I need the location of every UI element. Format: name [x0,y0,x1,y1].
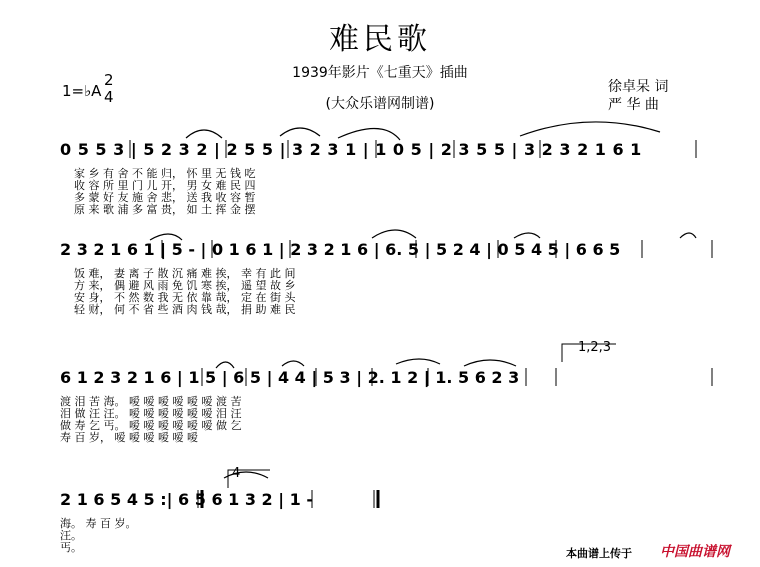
lyrics-row-4-verse-1: 海。 寿 百 岁。 [60,517,137,530]
notation-row-2: 2 3 2 1 6 1 | 5 - | 0 1 6 1 | 2 3 2 1 6 | 6. 5 | 5 2 4 | 0 5 4 5 | 6 6 5 [60,240,621,259]
volta-label-2: 4 [232,466,241,481]
lyricist-credit: 徐卓呆 词 [608,79,669,95]
time-signature-top: 2 [104,71,114,89]
key-signature: 1=♭A [62,82,102,100]
slur [372,230,416,238]
slur [186,130,222,138]
notation-row-1: 0 5 5 3 | 5 2 3 2 | 2 5 5 | 3 2 3 1 | 1 0 5 | 2 3 5 5 | 3 2 3 2 1 6 1 [60,140,642,159]
lyrics-row-3-verse-4: 寿 百 岁， 嗳 嗳 嗳 嗳 嗳 嗳 [60,431,198,444]
slur [338,128,400,140]
lyrics-row-3-verse-3: 做 寿 乞 丐。 嗳 嗳 嗳 嗳 嗳 嗳 做 乞 [60,419,242,432]
lyrics-row-2-verse-4: 轻 财， 何 不 省 些 酒 肉 钱 哉， 捐 助 难 民 [74,303,296,316]
lyrics-row-1-verse-4: 原 来 歌 浦 多 富 贵， 如 土 挥 金 摆 [74,203,256,216]
lyrics-row-4-verse-3: 丐。 [60,541,82,554]
lyrics-row-1-verse-1: 家 乡 有 舍 不 能 归， 怀 里 无 钱 吃 [74,167,256,180]
notation-row-4: 2 1 6 5 4 5 :| 6 5 6 1 3 2 | 1 - [60,490,314,509]
lyrics-row-2-verse-1: 饭 难， 妻 离 子 散 沉 痛 难 挨， 幸 有 此 间 [74,267,296,280]
lyrics-row-2-verse-2: 方 来， 偶 避 风 雨 免 饥 寒 挨， 遥 望 故 乡 [74,279,296,292]
song-title: 难民歌 [329,22,431,57]
upload-note: 本曲谱上传于 [566,547,632,560]
lyrics-row-3-verse-2: 泪 做 汪 汪。 嗳 嗳 嗳 嗳 嗳 嗳 泪 汪 [60,407,242,420]
slur [520,122,660,136]
lyrics-row-2-verse-3: 安 身， 不 然 数 我 无 依 靠 哉， 定 在 街 头 [74,291,296,304]
lyrics-row-3-verse-1: 渡 泪 苦 海。 嗳 嗳 嗳 嗳 嗳 嗳 渡 苦 [60,395,242,408]
lyrics-row-4-verse-2: 汪。 [60,529,82,542]
slur [680,233,696,238]
volta-label-1: 1,2,3 [578,340,612,355]
publisher-note: (大众乐谱网制谱) [325,96,435,112]
composer-credit: 严 华 曲 [608,97,659,113]
lyrics-row-1-verse-3: 多 蒙 好 友 施 舍 悲， 送 我 收 容 暂 [74,191,256,204]
site-logo[interactable]: 中国曲谱网 [660,544,730,560]
slur [396,359,440,364]
lyrics-row-1-verse-2: 收 容 所 里 门 儿 开， 男 女 难 民 四 [74,179,256,192]
notation-row-3: 6 1 2 3 2 1 6 | 1 5 | 6 5 | 4 4 | 5 3 | 2. 1 2 | 1. 5 6 2 3 [60,368,520,387]
slur [280,128,320,136]
song-subtitle: 1939年影片《七重天》插曲 [292,65,468,81]
time-signature-bottom: 4 [104,88,114,106]
slur [224,472,268,478]
slur [514,233,540,238]
slur [464,360,516,366]
slur [282,361,304,366]
